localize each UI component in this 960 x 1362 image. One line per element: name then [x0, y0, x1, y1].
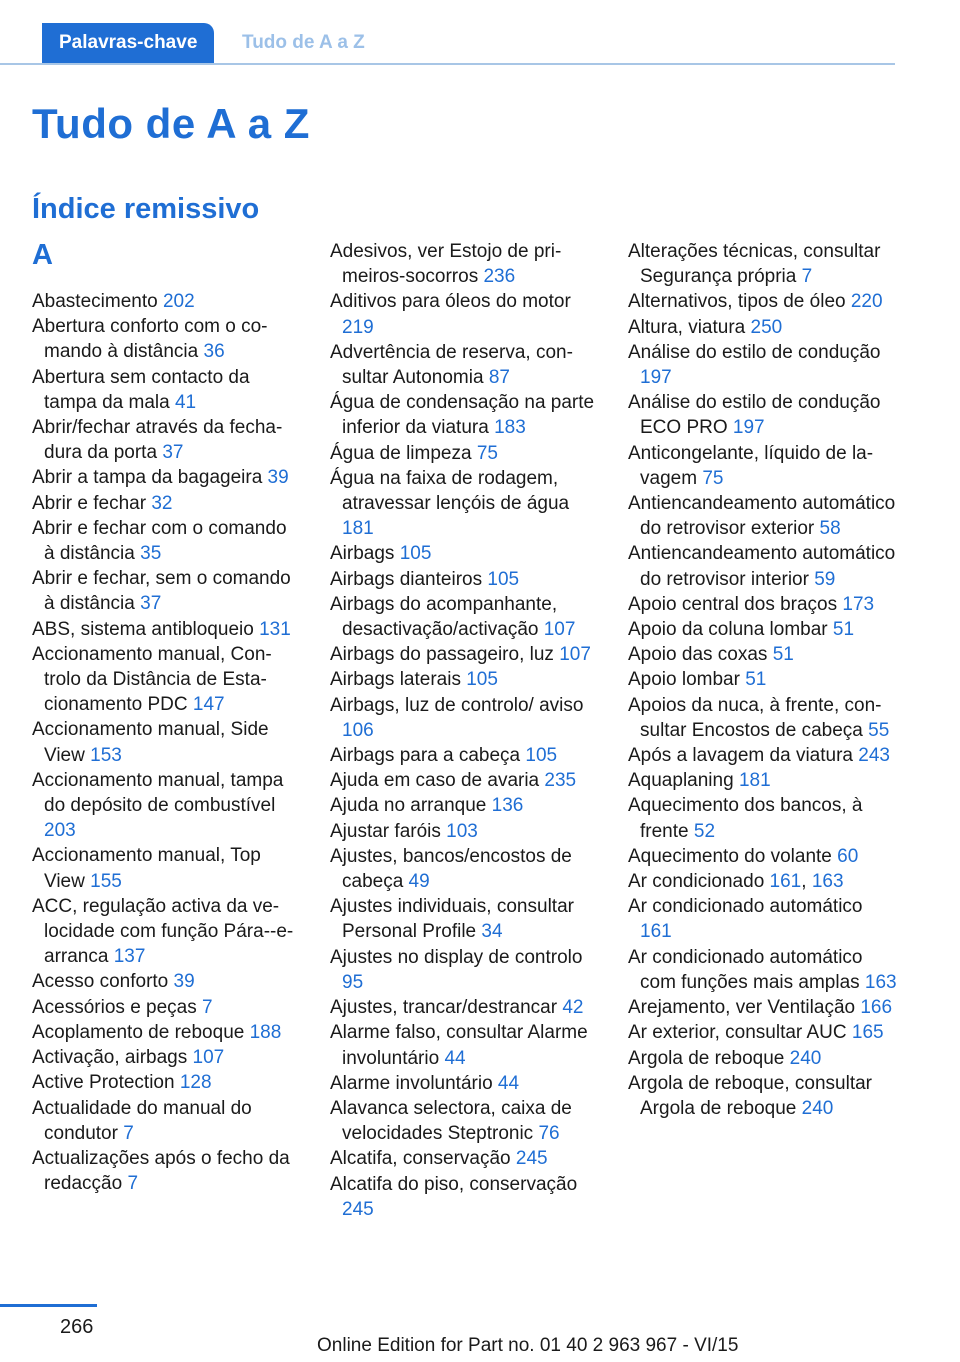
- index-entry: [628, 844, 898, 869]
- index-entry-text: Abrir e fechar, sem o comando à distância: [32, 568, 291, 615]
- index-entry-text: Antiencandeamento automático do retrovisor interior: [628, 543, 896, 590]
- index-entry-text: Abrir/fechar através da fechadura da porta: [32, 417, 283, 464]
- index-entry: [330, 390, 600, 440]
- page-link[interactable]: 105: [466, 669, 498, 691]
- page-link[interactable]: 32: [151, 492, 173, 514]
- index-entry-text: Accionamento manual, Side View: [32, 719, 269, 766]
- index-entry: [32, 1146, 302, 1196]
- index-entry: [628, 1020, 898, 1045]
- index-entry-text: Actualidade do manual do condutor: [32, 1097, 252, 1144]
- page-link[interactable]: 52: [693, 820, 716, 842]
- index-list: [628, 239, 898, 1121]
- page-link[interactable]: 183: [494, 417, 526, 439]
- index-entry: [330, 945, 600, 995]
- index-entry-text: Água de condensação na parte inferior da viatura: [330, 392, 595, 439]
- index-entry: [628, 390, 898, 440]
- index-entry: [628, 869, 898, 894]
- index-entry-text: Ajustes, bancos/encostos de cabeça: [330, 845, 572, 893]
- index-entry: [32, 516, 302, 566]
- index-entry-text: Acessórios e peças: [32, 996, 203, 1018]
- page-link[interactable]: 161: [640, 921, 672, 943]
- page-link[interactable]: 42: [562, 997, 584, 1019]
- index-entry-text: Adesivos, ver Estojo de primeiros-socorros: [330, 241, 562, 288]
- index-entry-text: Análise do estilo de condução ECO PRO: [628, 392, 881, 439]
- index-entry-text: Abrir a tampa da bagageira: [32, 467, 268, 489]
- page-link[interactable]: 155: [90, 870, 122, 892]
- header-tab-bar: [0, 23, 895, 65]
- index-entry-text: Água de limpeza: [330, 442, 477, 464]
- page-link[interactable]: 236: [483, 266, 516, 288]
- index-entry: [330, 466, 600, 542]
- index-entry: [32, 289, 302, 314]
- index-entry-text: Altura, viatura: [628, 316, 751, 338]
- index-entry: [32, 491, 302, 516]
- index-entry: [628, 995, 898, 1020]
- index-entry: [330, 844, 600, 894]
- index-entry-text: Acoplamento de reboque: [32, 1021, 250, 1043]
- page-link[interactable]: 240: [789, 1047, 822, 1069]
- page-link[interactable]: 163: [864, 971, 897, 993]
- index-entry-text: Abrir e fechar: [32, 492, 152, 514]
- index-entry: [32, 1045, 302, 1070]
- page-link[interactable]: 51: [832, 619, 855, 641]
- page-link[interactable]: 153: [90, 744, 122, 766]
- tab-palavras-chave[interactable]: Palavras-chave: [42, 23, 214, 63]
- index-entry-text: Alternativos, tipos de óleo: [628, 291, 851, 313]
- page-link[interactable]: 105: [399, 543, 432, 565]
- index-entry: [330, 793, 600, 818]
- index-entry-text: ABS, sistema antibloqueio: [32, 618, 260, 640]
- page-link[interactable]: 107: [543, 619, 576, 641]
- index-entry: [330, 667, 600, 692]
- index-entry: [628, 768, 898, 793]
- index-entry-text: Active Protection: [32, 1072, 180, 1094]
- page-link[interactable]: 44: [444, 1047, 466, 1069]
- index-entry-text: Ar exterior, consultar AUC: [628, 1022, 852, 1044]
- index-entry-text: Ajuda no arranque: [330, 795, 492, 817]
- index-entry: [628, 441, 898, 491]
- page-link[interactable]: 106: [342, 719, 374, 741]
- index-entry: [628, 1046, 898, 1071]
- index-column-3: [628, 239, 898, 1121]
- index-entry-text: Accionamento manual, tampa do depósito de combustível: [32, 769, 284, 817]
- page-link[interactable]: 240: [801, 1097, 834, 1119]
- index-entry-text: Airbags laterais: [330, 669, 467, 691]
- page-link[interactable]: 166: [860, 997, 893, 1019]
- index-entry: [628, 793, 898, 843]
- page-link[interactable]: 107: [192, 1047, 225, 1069]
- page-link[interactable]: 76: [538, 1123, 560, 1145]
- index-entry: [330, 768, 600, 793]
- index-entry-text: Ajustes no display de controlo: [330, 946, 583, 968]
- page-link[interactable]: 51: [745, 669, 767, 691]
- index-entry-separator: ,: [801, 871, 812, 893]
- index-entry-text: Aquaplaning: [628, 770, 739, 792]
- index-entry: [628, 894, 898, 944]
- index-column-2: [330, 239, 600, 1222]
- index-entry-text: Airbags, luz de controlo/ aviso: [330, 694, 584, 716]
- index-entry-text: Apoio lombar: [628, 669, 746, 691]
- page-link[interactable]: 161: [769, 871, 802, 893]
- index-entry-text: Apoio central dos braços: [628, 593, 843, 615]
- index-entry: [32, 642, 302, 718]
- index-entry-text: Ajustes, trancar/destrancar: [330, 997, 563, 1019]
- page-link[interactable]: 188: [249, 1021, 282, 1043]
- index-entry: [330, 592, 600, 642]
- page-link[interactable]: 55: [868, 719, 890, 741]
- index-entry: [32, 969, 302, 994]
- page-link[interactable]: 165: [851, 1022, 884, 1044]
- page-link[interactable]: 39: [173, 971, 195, 993]
- index-entry-text: Arejamento, ver Ventilação: [628, 997, 861, 1019]
- index-entry: [628, 693, 898, 743]
- index-entry-text: Airbags para a cabeça: [330, 745, 526, 767]
- page-link[interactable]: 202: [162, 291, 195, 312]
- index-entry-text: Ar condicionado: [628, 871, 770, 893]
- index-entry: [32, 314, 302, 364]
- index-entry: [330, 995, 600, 1020]
- index-entry: [32, 894, 302, 970]
- index-entry-text: Análise do estilo de condução: [628, 341, 881, 363]
- index-column-1: [32, 239, 302, 1196]
- page-link[interactable]: 44: [497, 1072, 520, 1094]
- page-link[interactable]: 58: [819, 518, 841, 540]
- page-link[interactable]: 51: [772, 644, 794, 666]
- index-entry-text: Água na faixa de rodagem, atravessar lençóis de água: [330, 467, 570, 515]
- index-entry: [330, 1146, 600, 1171]
- index-entry-text: Abertura sem contacto da tampa da mala: [32, 366, 250, 413]
- page-link[interactable]: 136: [491, 795, 524, 817]
- page-link[interactable]: 75: [476, 442, 498, 464]
- page-link[interactable]: 87: [488, 367, 510, 389]
- index-entry: [330, 1071, 600, 1096]
- index-entry-text: Antiencandeamento automático do retrovisor exterior: [628, 493, 896, 540]
- page-link[interactable]: 203: [44, 820, 76, 842]
- page-link[interactable]: 181: [342, 518, 374, 540]
- index-entry: [32, 365, 302, 415]
- page-link[interactable]: 41: [174, 391, 197, 413]
- index-entry: [32, 1070, 302, 1095]
- page-link[interactable]: 103: [446, 820, 478, 842]
- tab-tudo-de-a-a-z[interactable]: Tudo de A a Z: [242, 32, 365, 53]
- index-entry-text: ACC, regulação activa da velocidade com função Pára--e-arranca: [32, 895, 294, 968]
- index-entry-text: Airbags: [330, 543, 400, 565]
- index-list: [330, 239, 600, 1222]
- index-entry: [32, 1020, 302, 1045]
- page-number: 266: [60, 1316, 94, 1338]
- index-entry: [628, 340, 898, 390]
- index-entry-text: Accionamento manual, Top View: [32, 845, 261, 892]
- index-entry-text: Apoio da coluna lombar: [628, 619, 833, 641]
- page-link[interactable]: 39: [267, 467, 289, 489]
- index-entry-text: Ar condicionado automático: [628, 896, 863, 918]
- page-title: Tudo de A a Z: [32, 100, 310, 147]
- index-entry: [628, 592, 898, 617]
- index-entry-text: Accionamento manual, Controlo da Distância de Estacionamento PDC: [32, 643, 272, 716]
- page-link[interactable]: 243: [858, 745, 890, 767]
- index-entry-text: Aquecimento do volante: [628, 845, 838, 867]
- page-link[interactable]: 36: [203, 341, 225, 363]
- index-entry: [32, 566, 302, 616]
- index-entry: [32, 995, 302, 1020]
- page-link[interactable]: 197: [732, 417, 765, 439]
- index-entry-text: Ajustes individuais, consultar Personal Profile: [330, 896, 574, 943]
- page-link[interactable]: 147: [192, 694, 225, 716]
- index-entry-text: Abastecimento: [32, 291, 163, 312]
- index-entry-text: Aquecimento dos bancos, à frente: [628, 795, 863, 842]
- index-entry: [628, 642, 898, 667]
- page-link[interactable]: 37: [162, 442, 184, 464]
- index-entry: [330, 1172, 600, 1222]
- page-link[interactable]: 35: [140, 543, 162, 565]
- index-entry-text: Apoio das coxas: [628, 644, 773, 666]
- index-entry-text: Airbags dianteiros: [330, 568, 488, 590]
- page-link[interactable]: 34: [481, 921, 503, 943]
- page-link[interactable]: 7: [127, 1173, 139, 1195]
- page-link[interactable]: 250: [750, 316, 783, 338]
- page-link[interactable]: 59: [814, 568, 836, 590]
- index-entry-text: Airbags do acompanhante, desactivação/activação: [330, 593, 558, 641]
- page-link[interactable]: 245: [342, 1198, 374, 1220]
- index-entry-text: Abertura conforto com o comando à distância: [32, 316, 268, 363]
- index-entry-text: Após a lavagem da viatura: [628, 745, 859, 767]
- index-entry-text: Argola de reboque, consultar Argola de reboque: [628, 1072, 872, 1119]
- index-entry: [330, 239, 600, 289]
- index-entry: [32, 1096, 302, 1146]
- page-link[interactable]: 105: [525, 745, 558, 767]
- page-link[interactable]: 95: [342, 971, 364, 993]
- index-entry: [330, 1020, 600, 1070]
- index-entry: [628, 289, 898, 314]
- index-entry: [32, 843, 302, 893]
- index-entry-text: Aditivos para óleos do motor: [330, 291, 571, 313]
- page-link[interactable]: 75: [702, 467, 724, 489]
- page-link[interactable]: 7: [202, 996, 213, 1018]
- page-link[interactable]: 7: [801, 266, 813, 288]
- page-link[interactable]: 107: [559, 644, 591, 666]
- page-link[interactable]: 49: [408, 871, 430, 893]
- index-entry-text: Advertência de reserva, consultar Autonomia: [330, 341, 573, 389]
- index-entry-text: Argola de reboque: [628, 1047, 790, 1069]
- page-link[interactable]: 128: [179, 1072, 212, 1094]
- index-entry-text: Anticongelante, líquido de lavagem: [628, 442, 874, 489]
- index-entry: [330, 819, 600, 844]
- page-link[interactable]: 131: [259, 618, 291, 640]
- page-link[interactable]: 220: [850, 291, 883, 313]
- index-entry-text: Apoios da nuca, à frente, consultar Encostos de cabeça: [628, 694, 882, 741]
- index-entry: [32, 768, 302, 844]
- index-entry: [330, 693, 600, 743]
- index-entry: [32, 617, 302, 642]
- index-entry-text: Acesso conforto: [32, 971, 174, 993]
- index-entry: [330, 541, 600, 566]
- section-letter: A: [32, 239, 53, 271]
- index-entry-text: Alarme involuntário: [330, 1072, 498, 1094]
- index-entry: [32, 465, 302, 490]
- index-entry: [330, 340, 600, 390]
- index-entry: [330, 441, 600, 466]
- page-link[interactable]: 235: [544, 770, 577, 792]
- index-entry: [330, 743, 600, 768]
- index-entry-text: Activação, airbags: [32, 1047, 193, 1069]
- page-link[interactable]: 219: [342, 316, 374, 338]
- footer-rule: [0, 1304, 97, 1307]
- index-entry: [628, 491, 898, 541]
- page-link[interactable]: 197: [640, 367, 672, 389]
- index-entry: [628, 239, 898, 289]
- index-entry: [330, 894, 600, 944]
- section-subtitle: Índice remissivo: [32, 193, 260, 225]
- page-link[interactable]: 7: [123, 1122, 134, 1144]
- index-entry-text: Actualizações após o fecho da redacção: [32, 1147, 290, 1195]
- index-entry-text: Ar condicionado automático com funções mais amplas: [628, 946, 865, 993]
- page-link[interactable]: 60: [837, 845, 859, 867]
- page-link[interactable]: 137: [113, 946, 146, 968]
- index-entry: [628, 667, 898, 692]
- page-link[interactable]: 163: [811, 871, 844, 893]
- index-entry-text: Alarme falso, consultar Alarme involuntário: [330, 1022, 588, 1069]
- index-entry: [628, 315, 898, 340]
- index-entry-text: Airbags do passageiro, luz: [330, 644, 560, 666]
- index-entry-text: Alterações técnicas, consultar Segurança própria: [628, 241, 881, 288]
- index-entry: [628, 541, 898, 591]
- index-entry: [330, 567, 600, 592]
- index-entry: [330, 289, 600, 339]
- index-entry: [628, 1071, 898, 1121]
- page-link[interactable]: 181: [738, 770, 771, 792]
- index-entry: [628, 743, 898, 768]
- page-link[interactable]: 173: [842, 593, 875, 615]
- index-entry: [330, 642, 600, 667]
- index-list: [32, 289, 302, 1196]
- index-entry-text: Alcatifa, conservação: [330, 1148, 516, 1170]
- index-entry-text: Alcatifa do piso, conservação: [330, 1173, 578, 1195]
- page-link[interactable]: 245: [515, 1148, 548, 1170]
- page-link[interactable]: 37: [140, 593, 162, 615]
- index-entry: [628, 945, 898, 995]
- index-entry-text: Ajustar faróis: [330, 820, 447, 842]
- index-entry: [32, 415, 302, 465]
- index-entry: [628, 617, 898, 642]
- edition-note: Online Edition for Part no. 01 40 2 963 967 - VI/15: [317, 1335, 739, 1356]
- index-entry-text: Alavanca selectora, caixa de velocidades Steptronic: [330, 1097, 572, 1145]
- index-entry-text: Abrir e fechar com o comando à distância: [32, 517, 287, 565]
- index-entry-text: Ajuda em caso de avaria: [330, 770, 545, 792]
- index-entry: [32, 717, 302, 767]
- page-link[interactable]: 105: [487, 568, 520, 590]
- index-entry: [330, 1096, 600, 1146]
